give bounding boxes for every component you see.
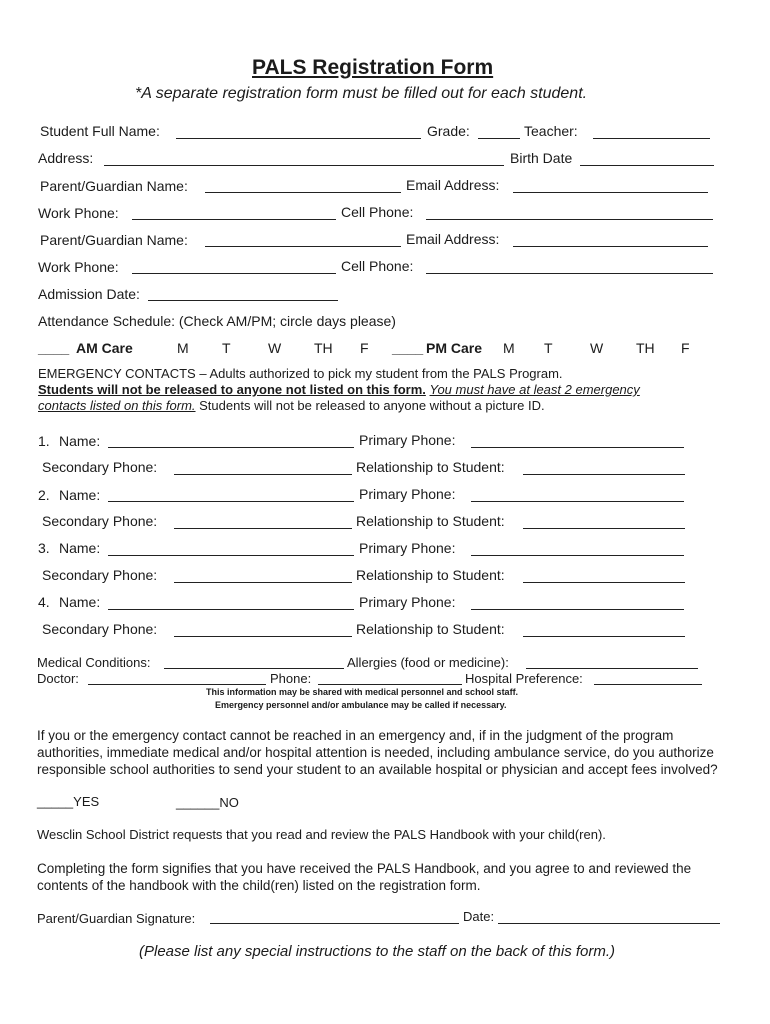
- am-day-th[interactable]: TH: [314, 340, 333, 356]
- doctor-field[interactable]: [88, 684, 266, 685]
- guardian1-email-label: Email Address:: [406, 177, 500, 193]
- contact3-name-field[interactable]: [108, 555, 354, 556]
- guardian2-work-label: Work Phone:: [38, 259, 119, 275]
- contact4-primary-label: Primary Phone:: [359, 594, 456, 610]
- contact2-secondary-field[interactable]: [174, 528, 352, 529]
- contact1-name-field[interactable]: [108, 447, 354, 448]
- contact1-relationship-label: Relationship to Student:: [356, 459, 505, 475]
- page-title: PALS Registration Form: [252, 56, 494, 79]
- contact1-name-label: Name:: [59, 433, 101, 449]
- student-name-field[interactable]: [176, 138, 421, 139]
- guardian2-work-field[interactable]: [132, 273, 336, 274]
- contact3-relationship-field[interactable]: [523, 582, 685, 583]
- contact4-relationship-field[interactable]: [523, 636, 685, 637]
- am-day-f[interactable]: F: [360, 340, 369, 356]
- emergency-italic-note-a: You must have at least 2 emergency: [429, 382, 640, 397]
- pm-care-label: PM Care: [426, 340, 483, 356]
- authorization-yes[interactable]: _____YES: [37, 794, 100, 809]
- guardian2-name-field[interactable]: [205, 246, 401, 247]
- guardian2-cell-field[interactable]: [426, 273, 713, 274]
- contact4-name-field[interactable]: [108, 609, 354, 610]
- allergies-field[interactable]: [526, 668, 698, 669]
- address-field[interactable]: [104, 165, 504, 166]
- completion-statement: Completing the form signifies that you have received the PALS Handbook, and you agree to and reviewed the contents of the handbook with the child(ren) listed on the registration form.: [37, 861, 692, 893]
- contact4-relationship-label: Relationship to Student:: [356, 621, 505, 637]
- contact4-secondary-field[interactable]: [174, 636, 352, 637]
- student-name-label: Student Full Name:: [40, 123, 160, 139]
- emergency-italic-note-b: contacts listed on this form.: [38, 398, 196, 413]
- contact2-primary-label: Primary Phone:: [359, 486, 456, 502]
- medical-conditions-field[interactable]: [164, 668, 344, 669]
- guardian2-cell-label: Cell Phone:: [341, 258, 414, 274]
- emergency-warning-line: [38, 382, 640, 397]
- contact1-secondary-field[interactable]: [174, 474, 352, 475]
- pm-day-th[interactable]: TH: [636, 340, 655, 356]
- contact1-relationship-field[interactable]: [523, 474, 685, 475]
- pm-day-w[interactable]: W: [590, 340, 604, 356]
- contact1-primary-field[interactable]: [471, 447, 684, 448]
- authorization-text: If you or the emergency contact cannot be reached in an emergency and, if in the judgment of the program authorities, immediate medical and/or hospital attention is needed, including ambulance service, do you authorize responsible school authorities to send your student to an available hospital or physician and accept fees involved?: [37, 728, 718, 777]
- contact3-number: 3.: [38, 540, 50, 556]
- medical-note-share: This information may be shared with medical personnel and school staff.: [206, 687, 519, 697]
- am-day-m[interactable]: M: [177, 340, 189, 356]
- guardian1-cell-label: Cell Phone:: [341, 204, 414, 220]
- contact2-relationship-label: Relationship to Student:: [356, 513, 505, 529]
- attendance-heading: Attendance Schedule: (Check AM/PM; circle days please): [38, 313, 396, 329]
- contact2-secondary-label: Secondary Phone:: [42, 513, 158, 529]
- guardian1-email-field[interactable]: [513, 192, 708, 193]
- guardian1-cell-field[interactable]: [426, 219, 713, 220]
- contact2-number: 2.: [38, 487, 50, 503]
- contact4-secondary-label: Secondary Phone:: [42, 621, 158, 637]
- teacher-field[interactable]: [593, 138, 710, 139]
- guardian2-email-label: Email Address:: [406, 231, 500, 247]
- am-day-t[interactable]: T: [222, 340, 231, 356]
- guardian1-name-label: Parent/Guardian Name:: [40, 178, 188, 194]
- teacher-label: Teacher:: [524, 123, 578, 139]
- page-subtitle: *A separate registration form must be filled out for each student.: [135, 85, 588, 102]
- grade-label: Grade:: [427, 123, 470, 139]
- admission-date-label: Admission Date:: [38, 286, 140, 302]
- guardian1-name-field[interactable]: [205, 192, 401, 193]
- admission-date-field[interactable]: [148, 300, 338, 301]
- contact4-name-label: Name:: [59, 594, 101, 610]
- contact3-primary-label: Primary Phone:: [359, 540, 456, 556]
- contact2-name-label: Name:: [59, 487, 101, 503]
- medical-conditions-label: Medical Conditions:: [37, 655, 151, 670]
- contact3-primary-field[interactable]: [471, 555, 684, 556]
- emergency-picture-id: Students will not be released to anyone without a picture ID.: [199, 398, 545, 413]
- signature-date-label: Date:: [463, 909, 495, 924]
- emergency-intro: EMERGENCY CONTACTS – Adults authorized to pick my student from the PALS Program.: [38, 366, 563, 381]
- guardian2-email-field[interactable]: [513, 246, 708, 247]
- contact2-name-field[interactable]: [108, 501, 354, 502]
- hospital-field[interactable]: [594, 684, 702, 685]
- pm-day-t[interactable]: T: [544, 340, 553, 356]
- allergies-label: Allergies (food or medicine):: [347, 655, 509, 670]
- birth-date-label: Birth Date: [510, 150, 573, 166]
- contact1-secondary-label: Secondary Phone:: [42, 459, 158, 475]
- am-day-w[interactable]: W: [268, 340, 282, 356]
- doctor-phone-field[interactable]: [318, 684, 462, 685]
- hospital-label: Hospital Preference:: [465, 671, 583, 686]
- pm-day-m[interactable]: M: [503, 340, 515, 356]
- contact3-secondary-field[interactable]: [174, 582, 352, 583]
- emergency-note-line: [38, 398, 545, 413]
- authorization-no[interactable]: ______NO: [176, 795, 239, 810]
- signature-date-field[interactable]: [498, 923, 720, 924]
- medical-note-ambulance: Emergency personnel and/or ambulance may be called if necessary.: [215, 700, 507, 710]
- birth-date-field[interactable]: [580, 165, 714, 166]
- signature-label: Parent/Guardian Signature:: [37, 911, 196, 926]
- pm-day-f[interactable]: F: [681, 340, 690, 356]
- contact3-secondary-label: Secondary Phone:: [42, 567, 158, 583]
- emergency-bold-warning: Students will not be released to anyone not listed on this form.: [38, 382, 426, 397]
- address-label: Address:: [38, 150, 94, 166]
- contact1-primary-label: Primary Phone:: [359, 432, 456, 448]
- contact4-primary-field[interactable]: [471, 609, 684, 610]
- contact2-relationship-field[interactable]: [523, 528, 685, 529]
- doctor-label: Doctor:: [37, 671, 79, 686]
- guardian1-work-label: Work Phone:: [38, 205, 119, 221]
- guardian2-name-label: Parent/Guardian Name:: [40, 232, 188, 248]
- doctor-phone-label: Phone:: [270, 671, 312, 686]
- grade-field[interactable]: [478, 138, 520, 139]
- contact3-name-label: Name:: [59, 540, 101, 556]
- am-care-label: AM Care: [76, 340, 133, 356]
- pm-care-checkbox[interactable]: ____: [392, 340, 424, 356]
- am-care-checkbox[interactable]: ____: [38, 340, 70, 356]
- contact1-number: 1.: [38, 433, 50, 449]
- footer-note: (Please list any special instructions to the staff on the back of this form.): [139, 943, 616, 960]
- contact2-primary-field[interactable]: [471, 501, 684, 502]
- contact4-number: 4.: [38, 594, 50, 610]
- guardian1-work-field[interactable]: [132, 219, 336, 220]
- signature-field[interactable]: [210, 923, 459, 924]
- handbook-request: Wesclin School District requests that you read and review the PALS Handbook with your child(ren).: [37, 827, 606, 842]
- contact3-relationship-label: Relationship to Student:: [356, 567, 505, 583]
